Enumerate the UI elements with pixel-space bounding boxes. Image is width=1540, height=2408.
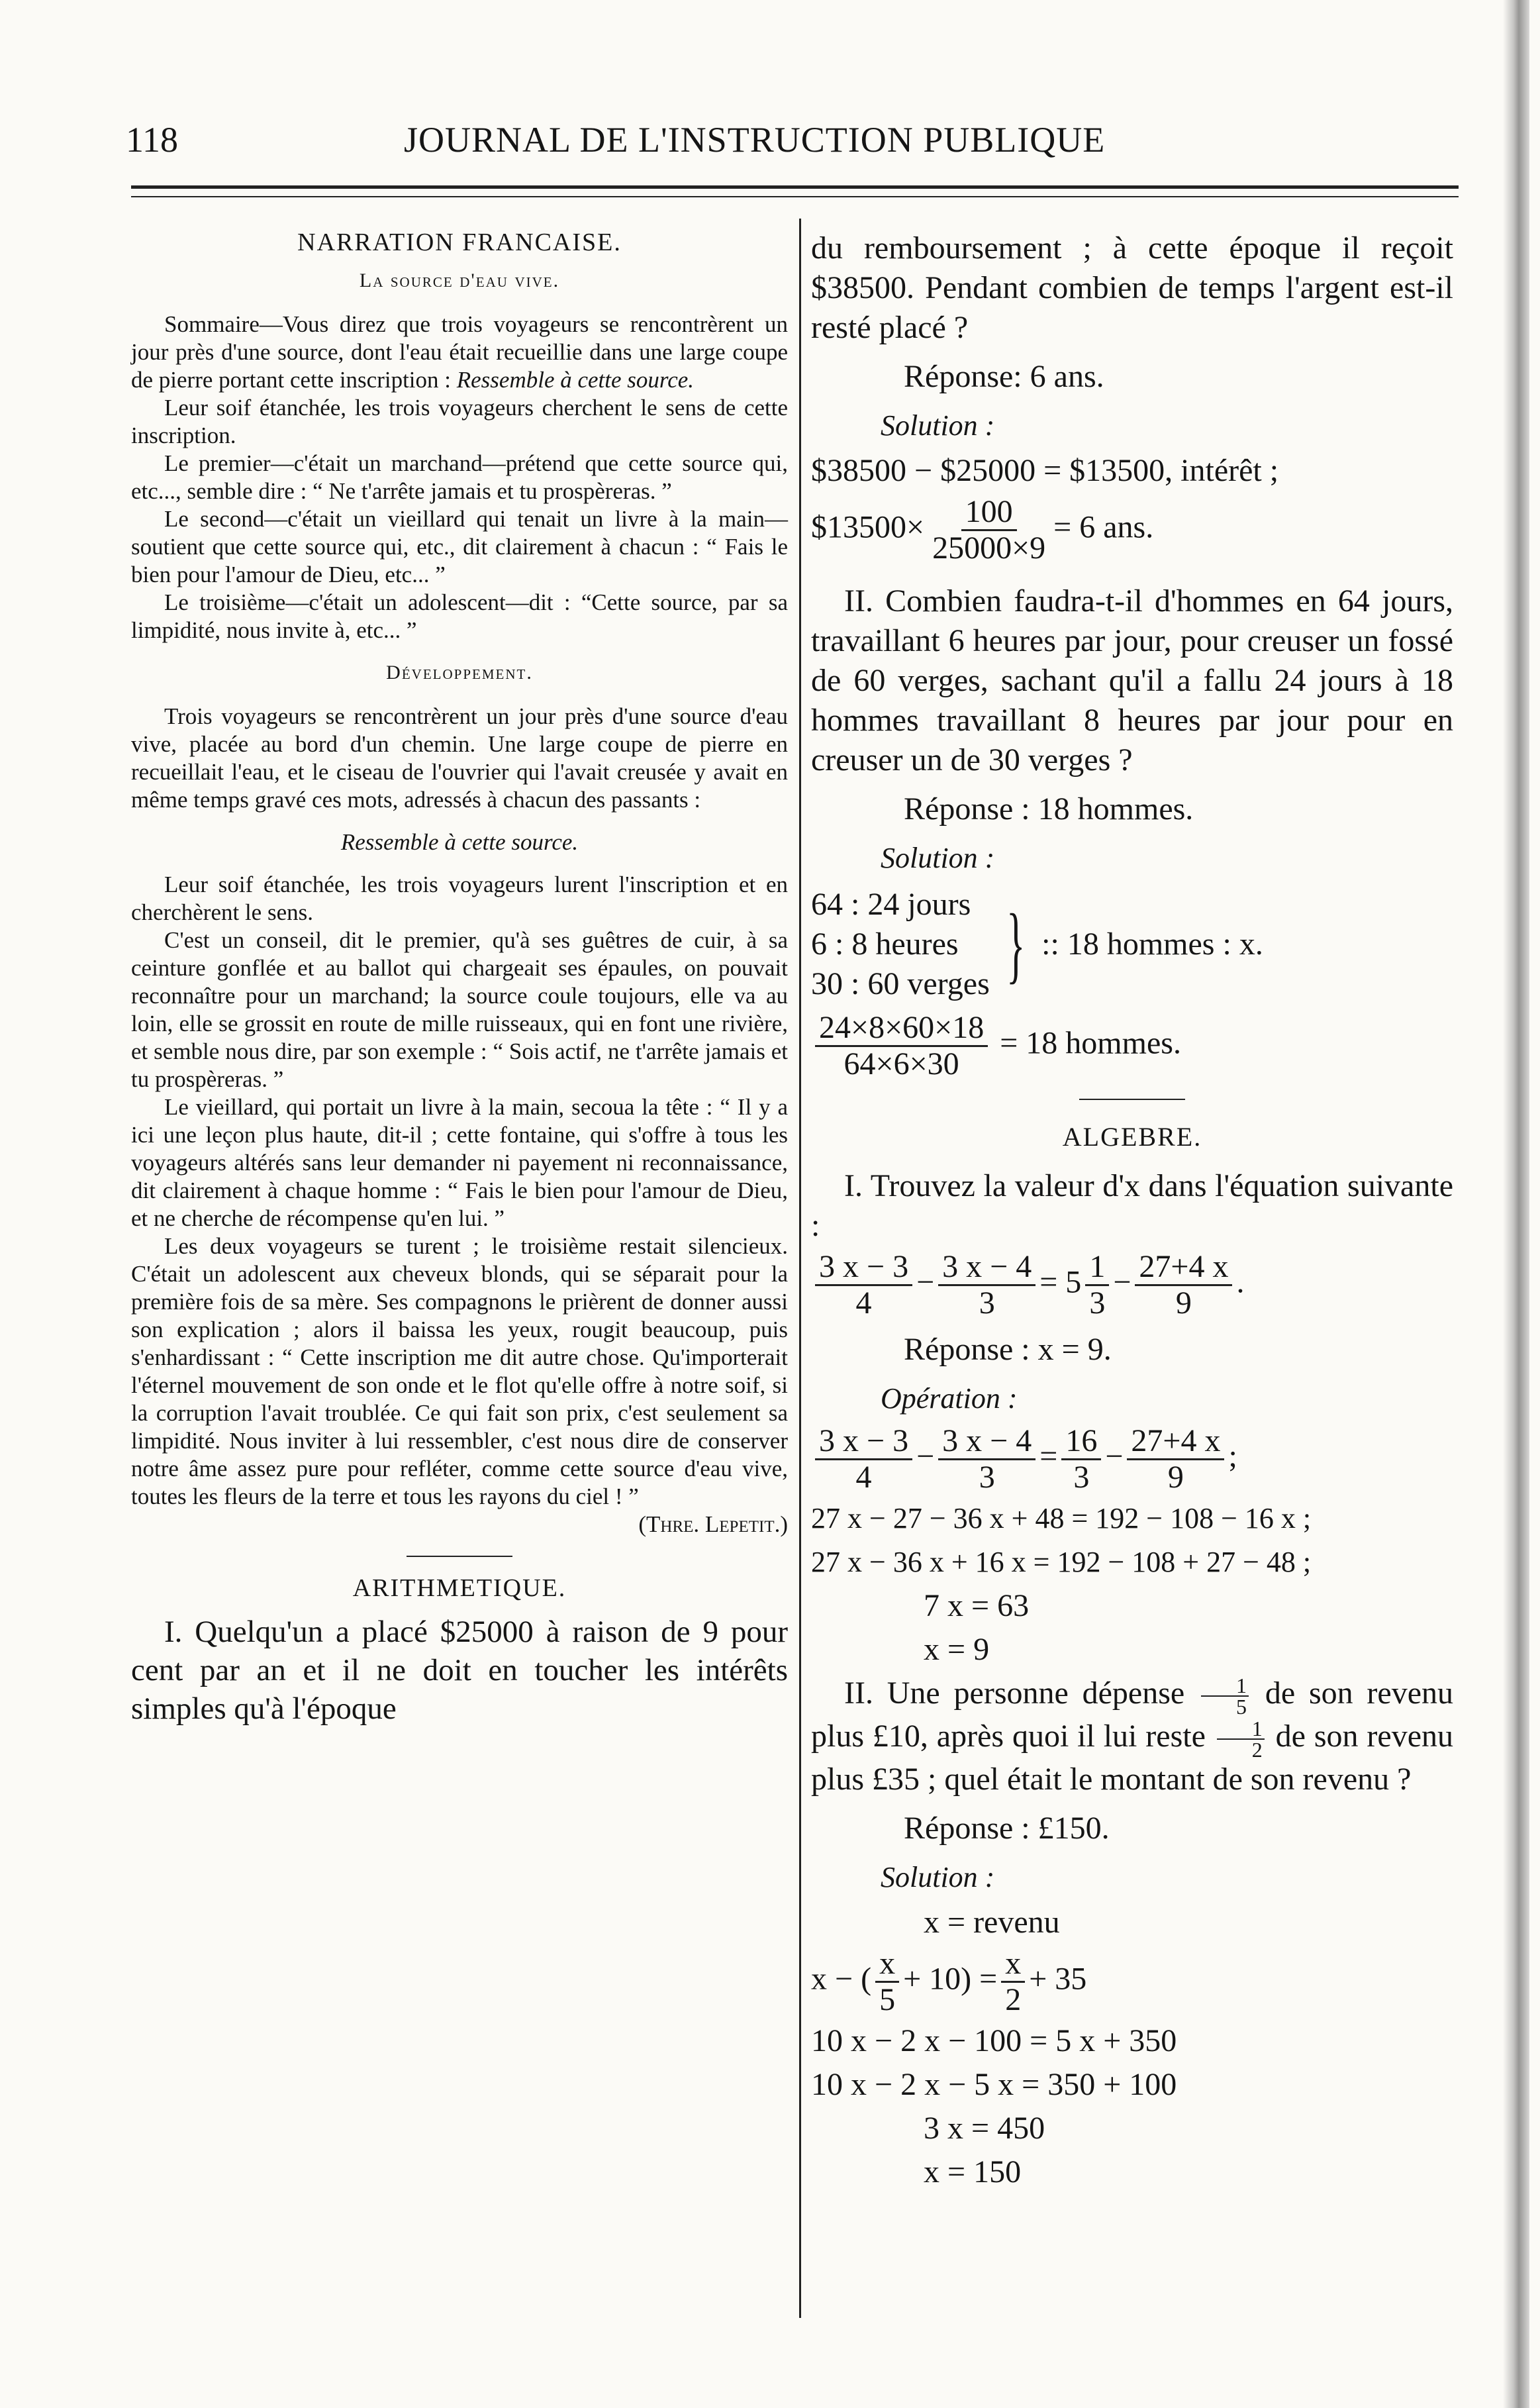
fraction-denominator: 64×6×30 <box>843 1046 959 1081</box>
alg-sol-line2 <box>811 1946 1453 2017</box>
arith-q1-start: I. Quelqu'un a placé $25000 à raison de 9 pour cent par an et il ne doit en toucher les intérêts simples qu'à l'époque <box>131 1615 788 1726</box>
alg-sol-line4: 10 x − 2 x − 5 x = 350 + 100 <box>811 2066 1177 2102</box>
alg-sol-line6: x = 150 <box>924 2154 1022 2189</box>
algebre-title: ALGEBRE. <box>1062 1122 1202 1152</box>
dev-p2: Leur soif étanchée, les trois voyageurs lurent l'inscription et en cherchèrent le sens. <box>131 872 788 925</box>
alg-answer-2: Réponse : £150. <box>904 1810 1110 1846</box>
sol-part: x − ( <box>811 1961 872 1997</box>
arith-sol1-fraction <box>928 495 1049 566</box>
header-rule-thin <box>131 196 1459 197</box>
alg-q2-part2: de son revenu plus £10, après quoi il lui reste <box>811 1676 1454 1754</box>
fraction-denominator: 2 <box>1005 1982 1022 2017</box>
eq-integer: = 5 <box>1039 1264 1082 1300</box>
fraction-denominator: 4 <box>855 1460 872 1495</box>
arith-q2: II. Combien faudra-t-il d'hommes en 64 jours, travaillant 6 heures par jour, pour creuser un fossé de 60 verges, sachant qu'il a fallu 24 jours à 18 hommes travaillant 8 heures par jour pour en creuser un de 30 verges ? <box>811 583 1453 778</box>
alg-q2-part3: de son revenu plus £35 ; quel était le montant de son revenu ? <box>811 1718 1454 1797</box>
fraction-numerator: 3 x − 3 <box>815 1250 912 1286</box>
fraction-numerator: 16 <box>1061 1424 1101 1460</box>
fraction-numerator: 1 <box>1217 1719 1265 1740</box>
sommaire-p2: Leur soif étanchée, les trois voyageurs cherchent le sens de cette inscription. <box>131 395 788 448</box>
arith-sol2-fraction <box>815 1011 988 1081</box>
inline-fraction <box>1217 1716 1265 1762</box>
fraction-denominator: 5 <box>879 1982 896 2017</box>
arith-sol1-rhs: = 6 ans. <box>1053 509 1154 545</box>
sol-part: + 35 <box>1029 1961 1087 1997</box>
op-fraction <box>815 1424 912 1495</box>
fraction-numerator: 100 <box>961 495 1017 531</box>
arith-sol1-line1: $38500 − $25000 = $13500, intérêt ; <box>811 453 1279 488</box>
arith-solution-label-2: Solution : <box>881 842 995 874</box>
proportion-row: 6 : 8 heures <box>811 927 959 962</box>
page-number: 118 <box>126 120 178 160</box>
column-divider <box>799 219 801 2318</box>
proportion-rows <box>811 885 990 1004</box>
alg-sol-line3: 10 x − 2 x − 100 = 5 x + 350 <box>811 2023 1177 2058</box>
journal-title: JOURNAL DE L'INSTRUCTION PUBLIQUE <box>404 120 1106 160</box>
sol-fraction <box>1001 1946 1025 2017</box>
page-header <box>126 119 1457 172</box>
op-fraction <box>1061 1424 1101 1495</box>
sommaire-text: Sommaire—Vous direz que trois voyageurs se rencontrèrent un jour près d'une source, dont l'eau était recueillie dans une large coupe de pierre portant cette inscription : <box>131 311 788 393</box>
arith-sol1-lhs: $13500× <box>811 509 925 545</box>
arith-sol2-line <box>811 1011 1453 1081</box>
arith-sol2-rhs: = 18 hommes. <box>1000 1025 1181 1061</box>
author-signature: (Thre. Lepetit.) <box>638 1511 788 1537</box>
alg-sol-line1: x = revenu <box>924 1904 1060 1940</box>
alg-q2-part1: II. Une personne dépense <box>844 1676 1185 1711</box>
scan-edge-shadow <box>1503 0 1529 2408</box>
eq-fraction <box>938 1250 1035 1321</box>
fraction-denominator: 25000×9 <box>932 530 1046 566</box>
right-column <box>811 228 1453 2196</box>
fraction-denominator: 9 <box>1167 1460 1184 1495</box>
fraction-numerator: 24×8×60×18 <box>815 1011 988 1047</box>
sol-part: + 10) = <box>903 1961 998 1997</box>
fraction-denominator: 2 <box>1251 1737 1263 1762</box>
alg-answer-1: Réponse : x = 9. <box>904 1332 1112 1367</box>
arithmetique-title: ARITHMETIQUE. <box>352 1574 567 1602</box>
inscription-line: Ressemble à cette source. <box>340 829 579 855</box>
section-separator <box>407 1556 512 1557</box>
alg-op-line3: 27 x − 36 x + 16 x = 192 − 108 + 27 − 48 ; <box>811 1546 1312 1578</box>
alg-sol-line5: 3 x = 450 <box>924 2110 1045 2146</box>
alg-solution-label: Solution : <box>881 1860 995 1893</box>
narration-subtitle: La source d'eau vive. <box>359 270 560 291</box>
brace-icon: } <box>1006 897 1025 992</box>
section-separator <box>1079 1099 1185 1100</box>
dev-p1: Trois voyageurs se rencontrèrent un jour près d'une source d'eau vive, placée au bord d'un chemin. Une large coupe de pierre en recueillait l'eau, et le ciseau de l'ouvrier qui l'avait creusée y avait en même temps gravé ces mots, adressés à chacun des passants : <box>131 703 788 813</box>
arith-sol1-line2 <box>811 495 1453 566</box>
fraction-denominator: 3 <box>1089 1285 1106 1321</box>
header-rule <box>131 185 1459 189</box>
fraction-numerator: 1 <box>1201 1676 1249 1697</box>
fraction-denominator: 3 <box>979 1285 995 1321</box>
alg-q2 <box>811 1674 1453 1799</box>
proportion-block <box>811 885 1453 1004</box>
sol-fraction <box>875 1946 899 2017</box>
developpement-title: Développement. <box>386 662 533 683</box>
sommaire-inscription: Ressemble à cette source. <box>456 367 695 393</box>
fraction-numerator: 3 x − 4 <box>938 1250 1035 1286</box>
op-fraction <box>1127 1424 1224 1495</box>
fraction-denominator: 3 <box>1073 1460 1090 1495</box>
proportion-result: :: 18 hommes : x. <box>1041 927 1263 962</box>
proportion-row: 30 : 60 verges <box>811 966 990 1001</box>
alg-equation: $\frac{3 x - 3}{4}$ − $\frac{3 x - 4}{3}$ = 5 $\frac{1}{3}$ − $\frac{27+4 x}{9}$ . <box>811 1250 1453 1321</box>
fraction-numerator: 27+4 x <box>1135 1250 1232 1286</box>
fraction-numerator: 1 <box>1085 1250 1109 1286</box>
fraction-numerator: 27+4 x <box>1127 1424 1224 1460</box>
alg-op-line5: x = 9 <box>924 1632 990 1667</box>
alg-op-line4: 7 x = 63 <box>924 1588 1030 1623</box>
dev-p5: Les deux voyageurs se turent ; le troisième restait silencieux. C'était un adolescent aux cheveux blonds, qui se séparait pour la première fois de sa mère. Ses compagnons le prièrent de donner aussi son explication ; alors il baissa les yeux, rougit beaucoup, puis s'enhardissant : “ Cette inscription me dit autre chose. Qu'importerait l'éternel mouvement de son onde et le flot qu'elle offre à notre soif, si la corruption l'avait troublée. Ce qui fait son prix, c'est seulement sa limpidité. Nous inviter à lui ressembler, c'est nous dire de conserver notre âme assez pure pour refléter, comme cette source d'eau vive, toutes les fleurs de la terre et tous les rayons du ciel ! ” <box>131 1233 788 1509</box>
eq-fraction <box>1135 1250 1232 1321</box>
fraction-denominator: 3 <box>979 1460 995 1495</box>
alg-op-line2: 27 x − 27 − 36 x + 48 = 192 − 108 − 16 x ; <box>811 1502 1312 1534</box>
sommaire-paragraph <box>131 311 788 394</box>
narration-title: NARRATION FRANCAISE. <box>297 228 622 256</box>
fraction-numerator: 3 x − 3 <box>815 1424 912 1460</box>
op-fraction <box>938 1424 1035 1495</box>
fraction-denominator: 9 <box>1175 1285 1192 1321</box>
dev-p4: Le vieillard, qui portait un livre à la main, secoua la tête : “ Il y a ici une leçon plus haute, dit-il ; cette fontaine, qui s'offre à tous les voyageurs altérés sans leur demander ni payement ni reconnaissance, dit clairement à chaque homme : “ Fais le bien pour l'amour de Dieu, et ne cherche de récompense qu'en lui. ” <box>131 1094 788 1231</box>
alg-op-equation: $\frac{3 x - 3}{4}$ − $\frac{3 x - 4}{3}$ = $\frac{16}{3}$ − $\frac{27+4 x}{9}$ ; <box>811 1424 1453 1495</box>
fraction-numerator: x <box>1001 1946 1025 1983</box>
arith-answer-1: Réponse: 6 ans. <box>904 359 1104 394</box>
sommaire-p3: Le premier—c'était un marchand—prétend que cette source qui, etc..., semble dire : “ Ne t'arrête jamais et tu prospèreras. ” <box>131 450 788 504</box>
alg-q1: I. Trouvez la valeur d'x dans l'équation suivante : <box>811 1168 1453 1243</box>
fraction-denominator: 4 <box>855 1285 872 1321</box>
fraction-numerator: x <box>875 1946 899 1983</box>
left-column <box>131 228 788 1728</box>
fraction-denominator: 5 <box>1236 1694 1247 1719</box>
proportion-row: 64 : 24 jours <box>811 887 971 922</box>
fraction-numerator: 3 x − 4 <box>938 1424 1035 1460</box>
alg-operation-label: Opération : <box>881 1382 1018 1415</box>
inline-fraction <box>1201 1673 1249 1719</box>
dev-p3: C'est un conseil, dit le premier, qu'à ses guêtres de cuir, à sa ceinture gonflée et au ballot qui chargeait ses épaules, on pouvait reconnaître pour un marchand; la source coule toujours, elle va au loin, elle se grossit en route de mille ruisseaux, qui en font une rivière, et semble nous dire, par son exemple : “ Sois actif, ne t'arrête jamais et tu prospèreras. ” <box>131 927 788 1092</box>
arith-answer-2: Réponse : 18 hommes. <box>904 791 1194 827</box>
eq-fraction <box>815 1250 912 1321</box>
sommaire-p5: Le troisième—c'était un adolescent—dit : “Cette source, par sa limpidité, nous invite à, etc... ” <box>131 589 788 643</box>
sommaire-p4: Le second—c'était un vieillard qui tenait un livre à la main—soutient que cette source qui, etc., dit clairement à chacun : “ Fais le bien pour l'amour de Dieu, etc... ” <box>131 506 788 587</box>
arith-q1-continued: du remboursement ; à cette époque il reçoit $38500. Pendant combien de temps l'argent est-il resté placé ? <box>811 230 1453 345</box>
arith-solution-label-1: Solution : <box>881 409 995 442</box>
eq-fraction <box>1085 1250 1109 1321</box>
